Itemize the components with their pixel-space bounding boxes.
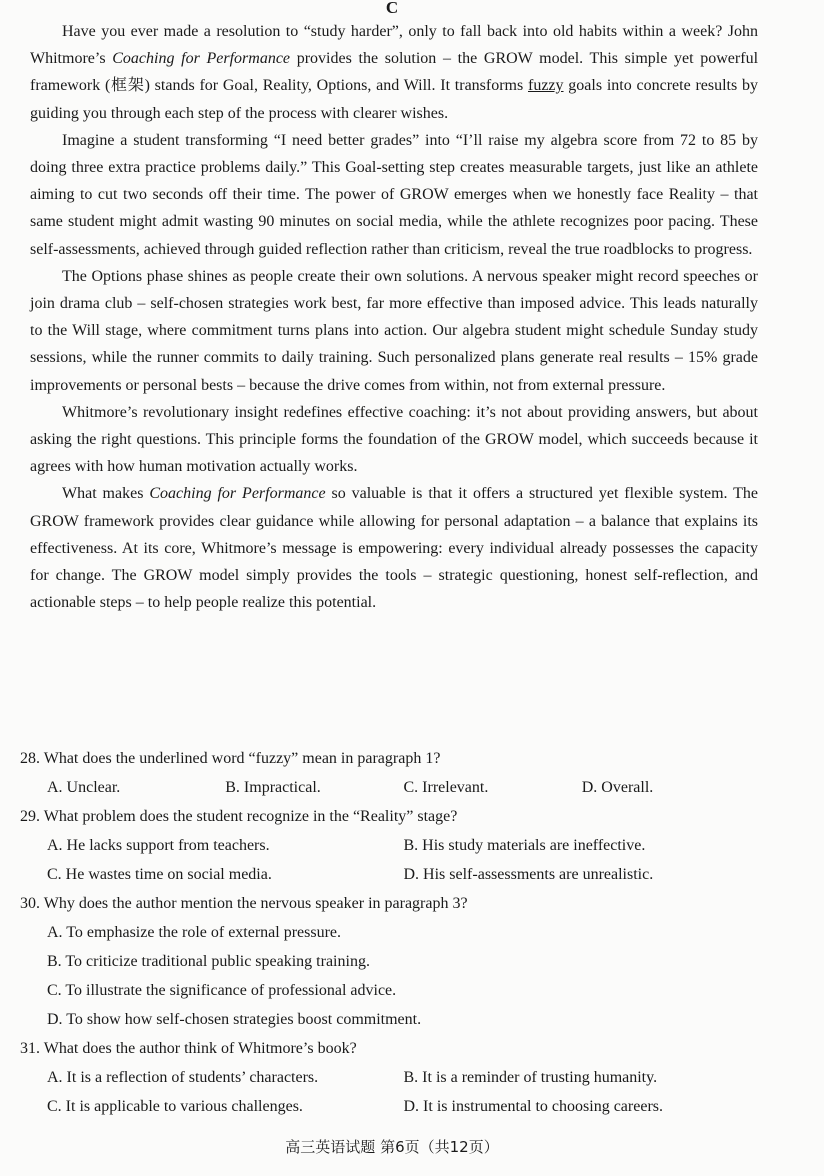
option-row (20, 831, 760, 860)
option-d: D. It is instrumental to choosing careers. (403, 1098, 663, 1115)
question-31 (20, 1034, 760, 1121)
option-row (20, 1092, 760, 1121)
question-stem: 30. Why does the author mention the nervous speaker in paragraph 3? (20, 895, 468, 912)
option-a: A. It is a reflection of students’ characters. (47, 1069, 319, 1086)
paragraph-1-text-a: Have you ever made a resolution to “study harder”, only to fall back into old habits within a week? John Whitmore’s (30, 23, 758, 68)
question-29 (20, 802, 760, 889)
option-b: B. To criticize traditional public speaking training. (47, 953, 370, 970)
question-stem: 29. What problem does the student recognize in the “Reality” stage? (20, 808, 458, 825)
paragraph-5-text-b: so valuable is that it offers a structured yet flexible system. The GROW framework provides clear guidance while allowing for personal adaptation – a balance that explains its effectiveness. At its core, Whitmore’s message is empowering: every individual already possesses the capacity for change. The GROW model simply provides the tools – strategic questioning, honest self-reflection, and actionable steps – to help people realize this potential. (30, 485, 759, 612)
option-a: A. Unclear. (47, 779, 121, 796)
option-a: A. He lacks support from teachers. (47, 837, 270, 854)
question-stem: 28. What does the underlined word “fuzzy” mean in paragraph 1? (20, 750, 441, 767)
paragraph-5-text-a: What makes (62, 485, 150, 503)
option-c: C. He wastes time on social media. (47, 866, 272, 883)
question-30 (20, 889, 760, 1034)
paragraph-5 (30, 480, 758, 616)
question-list (20, 744, 760, 1121)
paragraph-1-text-b: provides the solution – the GROW model. This simple yet powerful framework (框架) stands for Goal, Reality, Options, and Will. It transforms (30, 50, 759, 95)
option-d: D. To show how self-chosen strategies boost commitment. (47, 1011, 422, 1028)
option-b: B. It is a reminder of trusting humanity. (403, 1069, 658, 1086)
option-row (20, 860, 760, 889)
underlined-word-fuzzy: fuzzy (528, 77, 564, 95)
page-footer: 高三英语试题 第6页（共12页） (285, 1138, 499, 1156)
paragraph-1 (30, 18, 758, 127)
book-title: Coaching for Performance (112, 50, 291, 68)
question-stem: 31. What does the author think of Whitmore’s book? (20, 1040, 357, 1057)
paragraph-3: The Options phase shines as people create their own solutions. A nervous speaker might record speeches or join drama club – self-chosen strategies work best, far more effective than imposed advice. This leads naturally to the Will stage, where commitment turns plans into action. Our algebra student might schedule Sunday study sessions, while the runner commits to daily training. Such personalized plans generate real results – 15% grade improvements or personal bests – because the drive comes from within, not from external pressure. (30, 267, 758, 394)
option-b: B. His study materials are ineffective. (403, 837, 646, 854)
paragraph-4: Whitmore’s revolutionary insight redefines effective coaching: it’s not about providing answers, but about asking the right questions. This principle forms the foundation of the GROW model, which succeeds because it agrees with how human motivation actually works. (30, 403, 758, 476)
option-a: A. To emphasize the role of external pressure. (47, 924, 342, 941)
option-row (20, 1063, 760, 1092)
paragraph-2: Imagine a student transforming “I need better grades” into “I’ll raise my algebra score from 72 to 85 by doing three extra practice problems daily.” This Goal-setting step creates measurable targets, just like an athlete aiming to cut two seconds off their time. The power of GROW emerges when we honestly face Reality – that same student might admit wasting 90 minutes on social media, while the athlete recognizes poor pacing. These self-assessments, achieved through guided reflection rather than criticism, reveal the true roadblocks to progress. (30, 131, 758, 258)
book-title: Coaching for Performance (149, 485, 326, 503)
paragraph-1-text-c: goals into concrete results by guiding you through each step of the process with clearer wishes. (30, 77, 758, 122)
question-28 (20, 744, 760, 802)
section-heading: C (385, 0, 399, 17)
option-d: D. Overall. (581, 779, 654, 796)
option-row (20, 773, 760, 802)
reading-passage (30, 18, 758, 616)
option-c: C. To illustrate the significance of professional advice. (47, 982, 397, 999)
option-c: C. It is applicable to various challenges. (47, 1098, 303, 1115)
option-c: C. Irrelevant. (403, 779, 489, 796)
option-b: B. Impractical. (225, 779, 321, 796)
option-d: D. His self-assessments are unrealistic. (403, 866, 654, 883)
